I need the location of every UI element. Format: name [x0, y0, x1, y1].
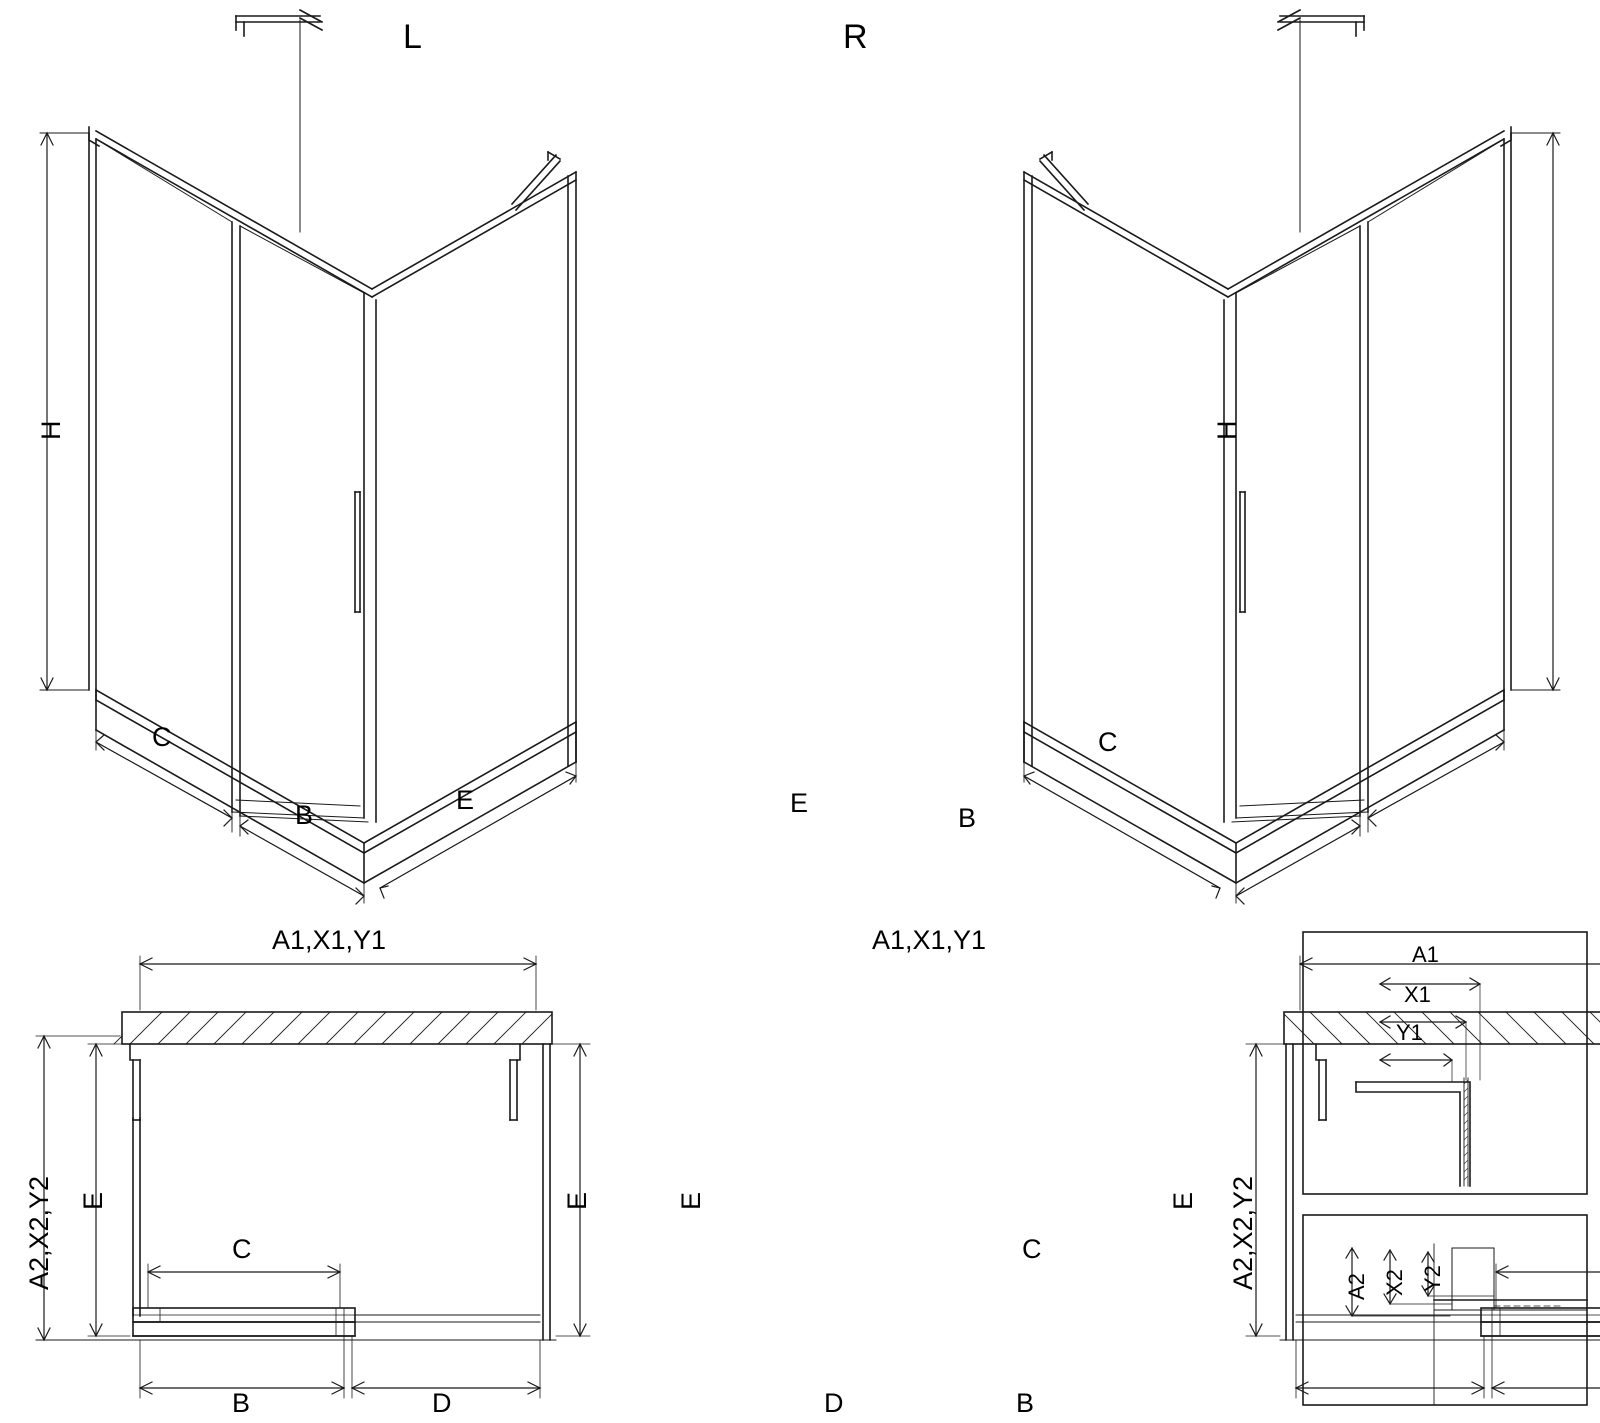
plan-left-geometry	[36, 956, 590, 1398]
detail-bottom-geometry	[1303, 1215, 1587, 1405]
iso-left-label-h: H	[36, 420, 66, 440]
plan-left-label-d: D	[432, 1388, 452, 1418]
iso-right-geometry	[1024, 10, 1560, 904]
plan-left-label-b: B	[232, 1388, 251, 1418]
plan-right-label-b: B	[1016, 1388, 1035, 1418]
iso-left-geometry	[40, 10, 576, 904]
plan-right-label-c: C	[1022, 1234, 1042, 1264]
plan-right-label-top: A1,X1,Y1	[872, 925, 987, 955]
plan-left-label-e-right: E	[562, 1191, 592, 1210]
title-left: L	[403, 18, 422, 56]
iso-left-label-c: C	[152, 722, 172, 752]
plan-right-label-e-right: E	[1168, 1191, 1198, 1210]
plan-left-label-c: C	[232, 1234, 252, 1264]
plan-left-label-outer: A2,X2,Y2	[24, 1175, 54, 1290]
detail-bottom-label-x2: X2	[1382, 1269, 1407, 1296]
detail-top-geometry	[1303, 932, 1587, 1194]
iso-left-label-e: E	[456, 785, 475, 815]
plan-right-label-e-left: E	[676, 1191, 706, 1210]
iso-right-label-b: B	[958, 803, 977, 833]
iso-right-label-h: H	[1212, 420, 1242, 440]
iso-right-label-e: E	[790, 788, 809, 818]
plan-left-label-top: A1,X1,Y1	[272, 925, 387, 955]
detail-top-label-y1: Y1	[1396, 1020, 1423, 1045]
iso-left-label-b: B	[295, 800, 314, 830]
plan-right-label-d: D	[824, 1388, 844, 1418]
detail-bottom-label-y2: Y2	[1420, 1265, 1445, 1292]
title-right: R	[843, 18, 868, 56]
iso-right-label-c: C	[1098, 727, 1118, 757]
detail-top-label-x1: X1	[1404, 982, 1431, 1007]
plan-left-label-e-inner: E	[78, 1191, 108, 1210]
detail-top-label-a1: A1	[1412, 942, 1439, 967]
detail-bottom-label-a2: A2	[1344, 1273, 1369, 1300]
plan-right-label-outer: A2,X2,Y2	[1228, 1175, 1258, 1290]
